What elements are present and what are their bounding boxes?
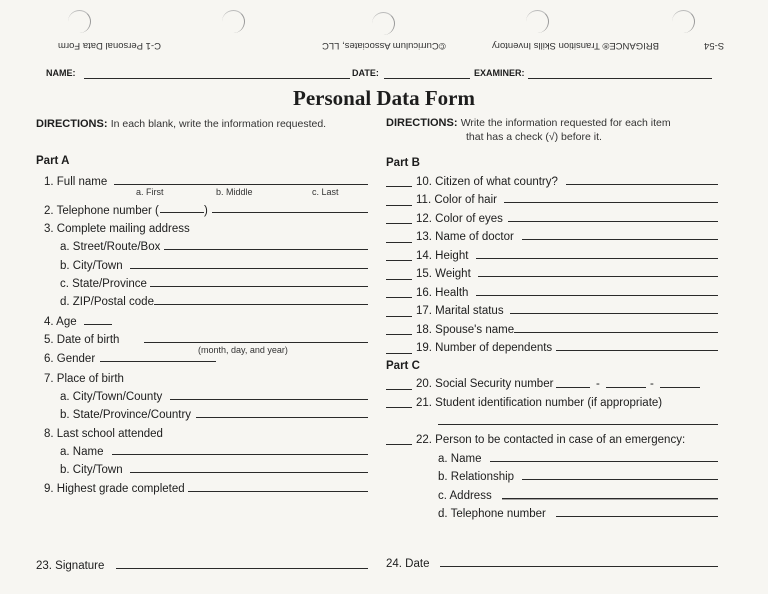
- flipped-form-code: C-1 Personal Data Form: [58, 40, 161, 51]
- grade-label: 9. Highest grade completed: [44, 483, 185, 495]
- punch-hole: [68, 10, 91, 33]
- directions-label: DIRECTIONS:: [36, 118, 108, 130]
- check-blank[interactable]: [386, 205, 412, 206]
- page-title: Personal Data Form: [293, 86, 475, 110]
- signature-field[interactable]: [116, 568, 368, 569]
- emergency-address-label: c. Address: [438, 490, 492, 502]
- height-field[interactable]: [476, 258, 718, 259]
- punch-hole: [526, 10, 549, 33]
- part-c-title: Part C: [386, 360, 420, 372]
- dob-label: 5. Date of birth: [44, 334, 120, 346]
- doctor-label: 13. Name of doctor: [416, 231, 514, 243]
- emergency-phone-field[interactable]: [556, 516, 718, 517]
- emergency-phone-label: d. Telephone number: [438, 508, 546, 520]
- state-label: c. State/Province: [60, 278, 147, 290]
- hair-color-field[interactable]: [504, 202, 718, 203]
- emergency-relationship-field[interactable]: [522, 479, 718, 480]
- health-label: 16. Health: [416, 287, 469, 299]
- marital-status-label: 17. Marital status: [416, 305, 504, 317]
- directions-a: [36, 118, 326, 130]
- area-code-field[interactable]: [160, 212, 204, 213]
- zip-label: d. ZIP/Postal code: [60, 296, 154, 308]
- ssn-part-3[interactable]: [660, 387, 700, 388]
- city-label: b. City/Town: [60, 260, 123, 272]
- citizen-label: 10. Citizen of what country?: [416, 176, 558, 188]
- check-blank[interactable]: [386, 407, 412, 408]
- check-blank[interactable]: [386, 260, 412, 261]
- check-blank[interactable]: [386, 297, 412, 298]
- part-b-title: Part B: [386, 157, 420, 169]
- examiner-field[interactable]: [528, 78, 712, 79]
- city-field[interactable]: [130, 268, 368, 269]
- date-footer-field[interactable]: [440, 566, 718, 567]
- first-name-hint: a. First: [136, 187, 164, 197]
- date-field[interactable]: [384, 78, 470, 79]
- flipped-page-number: S-54: [704, 40, 725, 51]
- punch-hole: [372, 12, 395, 35]
- dependents-field[interactable]: [556, 350, 718, 351]
- name-label: NAME:: [46, 68, 76, 78]
- check-blank[interactable]: [386, 223, 412, 224]
- age-label: 4. Age: [44, 316, 77, 328]
- full-name-field[interactable]: [114, 184, 368, 185]
- flipped-inventory-title: BRIGANCE® Transition Skills Inventory: [492, 40, 659, 51]
- name-field[interactable]: [84, 78, 350, 79]
- check-blank[interactable]: [386, 389, 412, 390]
- date-label: DATE:: [352, 68, 379, 78]
- dob-hint: (month, day, and year): [198, 345, 288, 355]
- last-name-hint: c. Last: [312, 187, 339, 197]
- street-field[interactable]: [164, 249, 368, 250]
- mailing-address-label: 3. Complete mailing address: [44, 223, 190, 235]
- hair-color-label: 11. Color of hair: [416, 194, 497, 206]
- directions-text: In each blank, write the information requested.: [110, 118, 327, 130]
- directions-b: [386, 117, 671, 129]
- school-name-field[interactable]: [112, 454, 368, 455]
- weight-field[interactable]: [478, 276, 718, 277]
- citizen-field[interactable]: [566, 184, 718, 185]
- emergency-name-field[interactable]: [490, 461, 718, 462]
- check-blank[interactable]: [386, 353, 412, 354]
- weight-label: 15. Weight: [416, 268, 471, 280]
- ssn-part-2[interactable]: [606, 387, 646, 388]
- place-of-birth-label: 7. Place of birth: [44, 373, 124, 385]
- zip-field[interactable]: [154, 304, 368, 305]
- telephone-paren: ): [204, 205, 208, 217]
- check-blank[interactable]: [386, 242, 412, 243]
- full-name-label: 1. Full name: [44, 176, 108, 188]
- school-name-label: a. Name: [60, 446, 104, 458]
- school-city-field[interactable]: [130, 472, 368, 473]
- height-label: 14. Height: [416, 250, 469, 262]
- emergency-contact-label: 22. Person to be contacted in case of an emergency:: [416, 434, 686, 446]
- birth-state-field[interactable]: [196, 417, 368, 418]
- birth-city-field[interactable]: [170, 399, 368, 400]
- marital-status-field[interactable]: [510, 313, 718, 314]
- health-field[interactable]: [476, 295, 718, 296]
- part-a-title: Part A: [36, 155, 70, 167]
- eye-color-field[interactable]: [508, 221, 718, 222]
- ssn-dash: -: [596, 378, 600, 390]
- state-field[interactable]: [150, 286, 368, 287]
- last-school-label: 8. Last school attended: [44, 428, 163, 440]
- dependents-label: 19. Number of dependents: [416, 342, 553, 354]
- grade-field[interactable]: [188, 491, 368, 492]
- student-id-label: 21. Student identification number (if appropriate): [416, 397, 663, 409]
- middle-name-hint: b. Middle: [216, 187, 253, 197]
- directions-text-line2: that has a check (√) before it.: [466, 131, 602, 143]
- ssn-dash: -: [650, 378, 654, 390]
- check-blank[interactable]: [386, 316, 412, 317]
- gender-field[interactable]: [100, 361, 216, 362]
- dob-field[interactable]: [144, 342, 368, 343]
- date-footer-label: 24. Date: [386, 558, 430, 570]
- street-label: a. Street/Route/Box: [60, 241, 161, 253]
- check-blank[interactable]: [386, 279, 412, 280]
- directions-text: Write the information requested for each item: [460, 117, 671, 129]
- directions-label: DIRECTIONS:: [386, 117, 458, 129]
- punch-hole: [672, 10, 695, 33]
- birth-city-label: a. City/Town/County: [60, 391, 163, 403]
- telephone-field[interactable]: [212, 212, 368, 213]
- punch-hole: [222, 10, 245, 33]
- examiner-label: EXAMINER:: [474, 68, 525, 78]
- check-blank[interactable]: [386, 334, 412, 335]
- spouse-name-label: 18. Spouse's name: [416, 324, 515, 336]
- emergency-relationship-label: b. Relationship: [438, 471, 515, 483]
- doctor-field[interactable]: [522, 239, 718, 240]
- emergency-name-label: a. Name: [438, 453, 482, 465]
- school-city-label: b. City/Town: [60, 464, 123, 476]
- ssn-part-1[interactable]: [556, 387, 590, 388]
- student-id-field[interactable]: [438, 424, 718, 425]
- age-field[interactable]: [84, 324, 112, 325]
- gender-label: 6. Gender: [44, 353, 96, 365]
- check-blank[interactable]: [386, 186, 412, 187]
- check-blank[interactable]: [386, 444, 412, 445]
- emergency-address-field-2[interactable]: [502, 499, 718, 500]
- spouse-name-field[interactable]: [514, 332, 718, 333]
- flipped-copyright: ©Curriculum Associates, LLC: [322, 40, 446, 51]
- ssn-label: 20. Social Security number: [416, 378, 554, 390]
- telephone-label: 2. Telephone number (: [44, 205, 159, 217]
- eye-color-label: 12. Color of eyes: [416, 213, 503, 225]
- signature-label: 23. Signature: [36, 560, 105, 572]
- birth-state-label: b. State/Province/Country: [60, 409, 192, 421]
